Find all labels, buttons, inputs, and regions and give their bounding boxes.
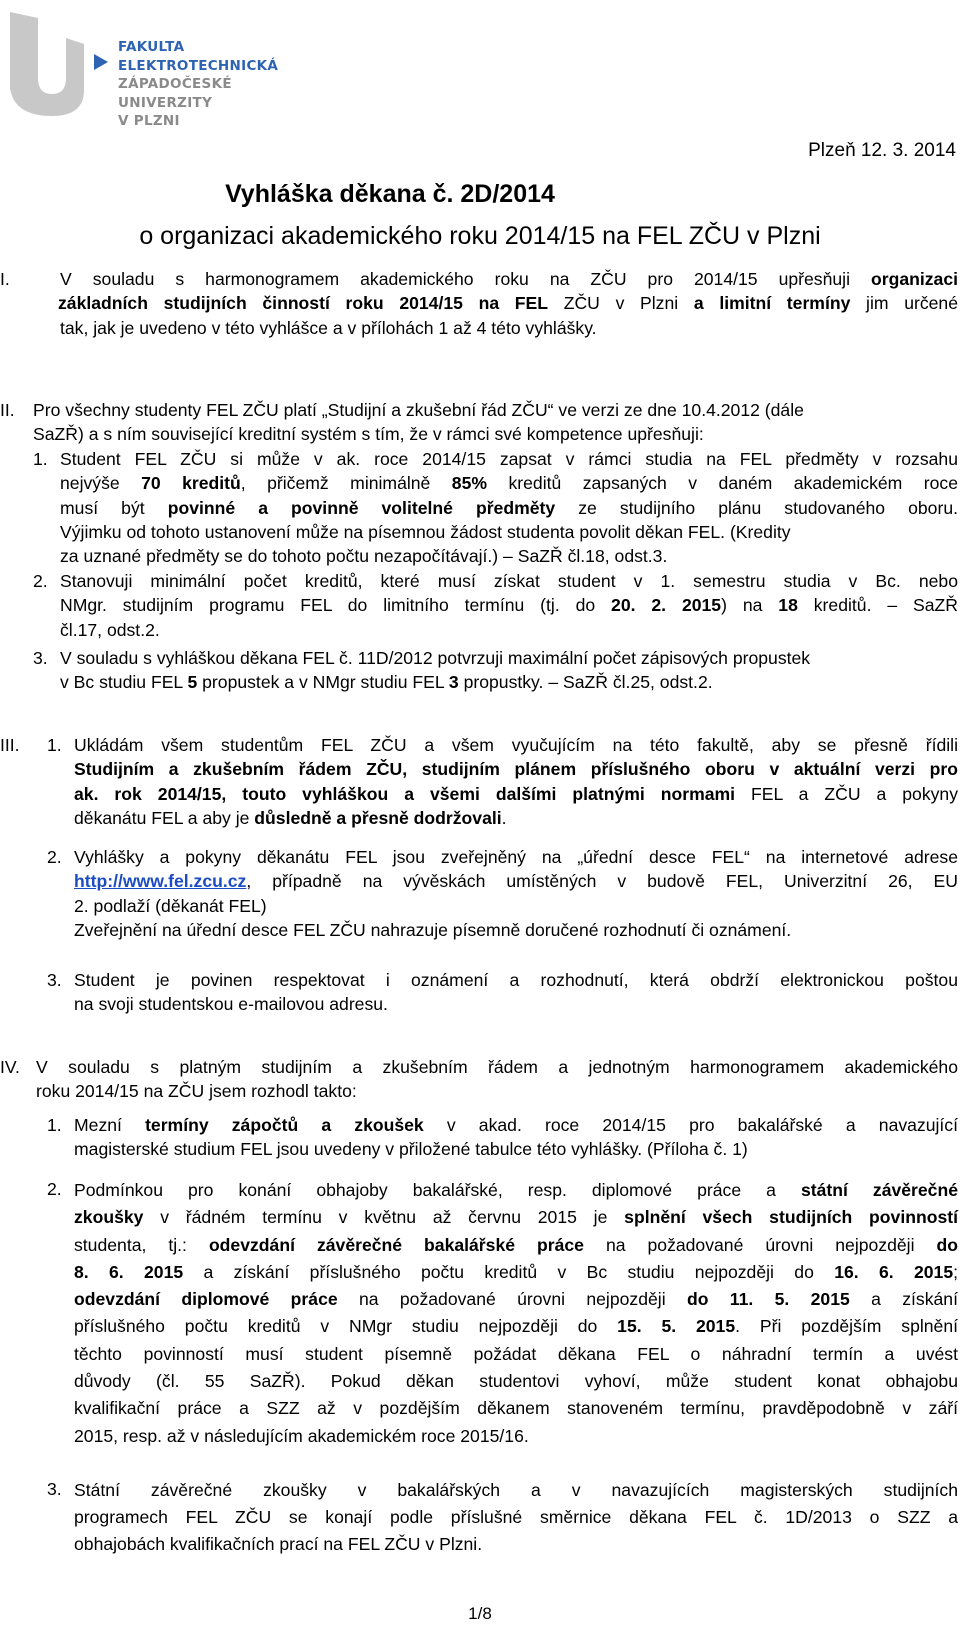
item-number: 2. [47, 1179, 62, 1199]
text-line: programech FEL ZČU se konají podle příslušné směrnice děkana FEL č. 1D/2013 o SZZ a [74, 1507, 958, 1527]
text-line: základních studijních činností roku 2014/15 na FEL ZČU v Plzni a limitní termíny jim určené [58, 293, 958, 314]
item-number: 1. [33, 449, 48, 469]
text-line: NMgr. studijním programu FEL do limitního termínu (tj. do 20. 2. 2015) na 18 kreditů. – SaZŘ [60, 595, 958, 616]
page-title: Vyhláška děkana č. 2D/2014 [225, 180, 555, 208]
text-line: Ukládám všem studentům FEL ZČU a všem vyučujícím na této fakultě, aby se přesně řídili [74, 735, 958, 755]
item-number: 1. [47, 735, 62, 755]
text-line: kvalifikační práce a SZZ až v pozdějším děkanem stanoveném termínu, pravděpodobně v září [74, 1398, 958, 1419]
section-4-item-1 [74, 1113, 958, 1162]
item-number: 2. [33, 571, 48, 591]
text-line: Studijním a zkušebním řádem ZČU, studijním plánem příslušného oboru v aktuální verzi pro [74, 759, 958, 780]
text-line: Vyhlášky a pokyny děkanátu FEL jsou zveřejněný na „úřední desce FEL“ na internetové adrese [74, 847, 958, 867]
text-line: 2015, resp. až v následujícím akademickém roce 2015/16. [74, 1425, 529, 1446]
section-2-item-1 [60, 447, 958, 568]
text-line: příslušného počtu kreditů v NMgr studiu nejpozději do 15. 5. 2015. Při pozdějším splnění [74, 1316, 958, 1337]
text-line: Výjimku od tohoto ustanovení může na písemnou žádost studenta povolit děkan FEL. (Kredity [60, 521, 791, 542]
text-line: musí být povinné a povinně volitelné předměty ze studijního plánu studovaného oboru. [60, 497, 958, 518]
section-4-item-3 [74, 1477, 958, 1558]
text-line: Podmínkou pro konání obhajoby bakalářské, resp. diplomové práce a státní závěrečné [74, 1180, 958, 1200]
text-line: důvody (čl. 55 SaZŘ). Pokud děkan studentovi vyhoví, může student konat obhajobu [74, 1371, 958, 1392]
section-number: I. [0, 269, 10, 289]
section-2-item-3 [60, 646, 958, 695]
text-line: zkoušky v řádném termínu v květnu až červnu 2015 je splnění všech studijních povinností [74, 1207, 958, 1228]
logo-line-1: FAKULTA [118, 39, 185, 55]
logo-line-4: UNIVERZITY [118, 94, 213, 111]
text-line: v Bc studiu FEL 5 propustek a v NMgr studiu FEL 3 propustky. – SaZŘ čl.25, odst.2. [60, 672, 713, 693]
text-line: SaZŘ) a s ním související kreditní systém s tím, že v rámci své kompetence upřesňuji: [33, 424, 704, 445]
section-4-item-2 [74, 1177, 958, 1450]
text-line: roku 2014/15 na ZČU jsem rozhodl takto: [36, 1081, 357, 1102]
logo-line-3: ZÁPADOČESKÉ [118, 76, 232, 92]
text-line: http://www.fel.zcu.cz, případně na vývěskách umístěných v budově FEL, Univerzitní 26, EU [74, 871, 958, 892]
text-line: těchto povinností musí student písemně požádat děkana FEL o náhradní termín a uvést [74, 1343, 958, 1364]
page-number: 1/8 [468, 1604, 492, 1623]
text-line: magisterské studium FEL jsou uvedeny v přiložené tabulce této vyhlášky. (Příloha č. 1) [74, 1139, 748, 1160]
text-line: Student je povinen respektovat i oznámení a rozhodnutí, která obdrží elektronickou poštou [74, 970, 958, 990]
text-line: Státní závěrečné zkoušky v bakalářských a v navazujících magisterských studijních [74, 1480, 958, 1500]
faculty-website-link[interactable]: http://www.fel.zcu.cz [74, 871, 247, 892]
item-number: 3. [47, 1479, 62, 1499]
section-3-item-2 [74, 845, 958, 942]
item-number: 3. [33, 648, 48, 668]
section-2-item-2 [60, 569, 958, 642]
text-line: Stanovuji minimální počet kreditů, které musí získat student v 1. semestru studia v Bc. nebo [60, 571, 958, 591]
text-line: za uznané předměty se do tohoto počtu nezapočítávají.) – SaZŘ čl.18, odst.3. [60, 546, 668, 567]
text-line: nejvýše 70 kreditů, přičemž minimálně 85% kreditů zapsaných v daném akademickém roce [60, 473, 958, 494]
text-line: tak, jak je uvedeno v této vyhlášce a v přílohách 1 až 4 této vyhlášky. [60, 317, 597, 338]
section-4-intro [36, 1055, 958, 1104]
text-line: studenta, tj.: odevzdání závěrečné bakalářské práce na požadované úrovni nejpozději do [74, 1234, 958, 1255]
text-line: V souladu s vyhláškou děkana FEL č. 11D/2012 potvrzuji maximální počet zápisových propustek [60, 648, 811, 668]
section-3-item-3 [74, 968, 958, 1017]
text-line: Mezní termíny zápočtů a zkoušek v akad. roce 2014/15 pro bakalářské a navazující [74, 1115, 958, 1135]
text-line: Zveřejnění na úřední desce FEL ZČU nahrazuje písemně doručené rozhodnutí či oznámení. [74, 919, 792, 940]
text-line: V souladu s platným studijním a zkušebním řádem a jednotným harmonogramem akademického [36, 1057, 958, 1077]
section-number: II. [0, 400, 15, 420]
text-line: 2. podlaží (děkanát FEL) [74, 895, 267, 916]
university-logo-mark [8, 8, 108, 120]
text-line: Pro všechny studenty FEL ZČU platí „Studijní a zkušební řád ZČU“ ve verzi ze dne 10.4.2012 (dále [33, 400, 804, 420]
section-2-intro [33, 398, 958, 447]
faculty-logo-text [118, 38, 278, 131]
text-line: V souladu s harmonogramem akademického roku na ZČU pro 2014/15 upřesňuji organizaci [60, 269, 958, 289]
text-line: na svoji studentskou e-mailovou adresu. [74, 994, 388, 1015]
place-date: Plzeň 12. 3. 2014 [808, 140, 956, 161]
text-line: děkanátu FEL a aby je důsledně a přesně dodržovali. [74, 807, 507, 828]
item-number: 3. [47, 970, 62, 990]
item-number: 2. [47, 847, 62, 867]
text-line: ak. rok 2014/15, touto vyhláškou a všemi dalšími platnými normami FEL a ZČU a pokyny [74, 783, 959, 804]
section-3-item-1 [74, 733, 958, 830]
page-subtitle: o organizaci akademického roku 2014/15 na FEL ZČU v Plzni [139, 222, 821, 250]
text-line: čl.17, odst.2. [60, 619, 160, 640]
section-number: III. [0, 735, 20, 755]
logo-line-5: V PLZNI [118, 113, 180, 129]
section-1 [60, 267, 958, 340]
text-line: odevzdání diplomové práce na požadované úrovni nejpozději do 11. 5. 2015 a získání [74, 1289, 958, 1310]
section-number: IV. [0, 1057, 20, 1077]
text-line: obhajobách kvalifikačních prací na FEL ZČU v Plzni. [74, 1534, 483, 1554]
text-line: Student FEL ZČU si může v ak. roce 2014/15 zapsat v rámci studia na FEL předměty v rozsahu [60, 449, 958, 469]
text-line: 8. 6. 2015 a získání příslušného počtu kreditů v Bc studiu nejpozději do 16. 6. 2015; [74, 1261, 959, 1282]
item-number: 1. [47, 1115, 62, 1135]
logo-line-2: ELEKTROTECHNICKÁ [118, 57, 279, 74]
